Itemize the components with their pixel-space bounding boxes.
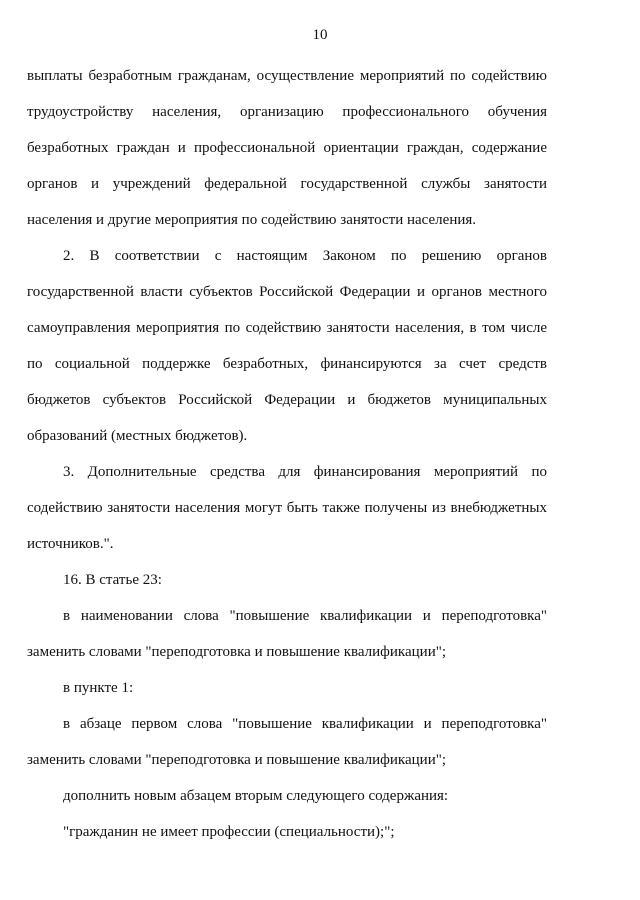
text-line: государственной власти субъектов Российской Федерации и органов местного xyxy=(27,284,547,300)
paragraph-3-start: 3. Дополнительные средства для финансирования мероприятий по xyxy=(63,464,547,480)
text-line: образований (местных бюджетов). xyxy=(27,428,248,444)
text-line: источников.". xyxy=(27,536,114,552)
text-line: безработных граждан и профессиональной ориентации граждан, содержание xyxy=(27,140,547,156)
text-line: выплаты безработным гражданам, осуществление мероприятий по содействию xyxy=(27,68,547,84)
item-16-heading: 16. В статье 23: xyxy=(63,572,162,588)
text-line: самоуправления мероприятия по содействию занятости населения, в том числе xyxy=(27,320,547,336)
text-line: в пункте 1: xyxy=(63,680,134,696)
text-line: содействию занятости населения могут быть также получены из внебюджетных xyxy=(27,500,547,516)
text-line: "гражданин не имеет профессии (специальности);"; xyxy=(63,824,395,840)
text-line: бюджетов субъектов Российской Федерации и бюджетов муниципальных xyxy=(27,392,547,408)
text-line: дополнить новым абзацем вторым следующего содержания: xyxy=(63,788,449,804)
text-line: заменить словами "переподготовка и повышение квалификации"; xyxy=(27,644,447,660)
page-number: 10 xyxy=(312,27,328,43)
text-line: в абзаце первом слова "повышение квалификации и переподготовка" xyxy=(63,716,547,732)
text-line: заменить словами "переподготовка и повышение квалификации"; xyxy=(27,752,447,768)
text-line: по социальной поддержке безработных, финансируются за счет средств xyxy=(27,356,547,372)
text-line: органов и учреждений федеральной государственной службы занятости xyxy=(27,176,547,192)
text-line: трудоустройству населения, организацию профессионального обучения xyxy=(27,104,547,120)
text-line: населения и другие мероприятия по содействию занятости населения. xyxy=(27,212,477,228)
document-body xyxy=(27,58,547,850)
paragraph-2-start: 2. В соответствии с настоящим Законом по решению органов xyxy=(63,248,547,264)
text-line: в наименовании слова "повышение квалификации и переподготовка" xyxy=(63,608,547,624)
